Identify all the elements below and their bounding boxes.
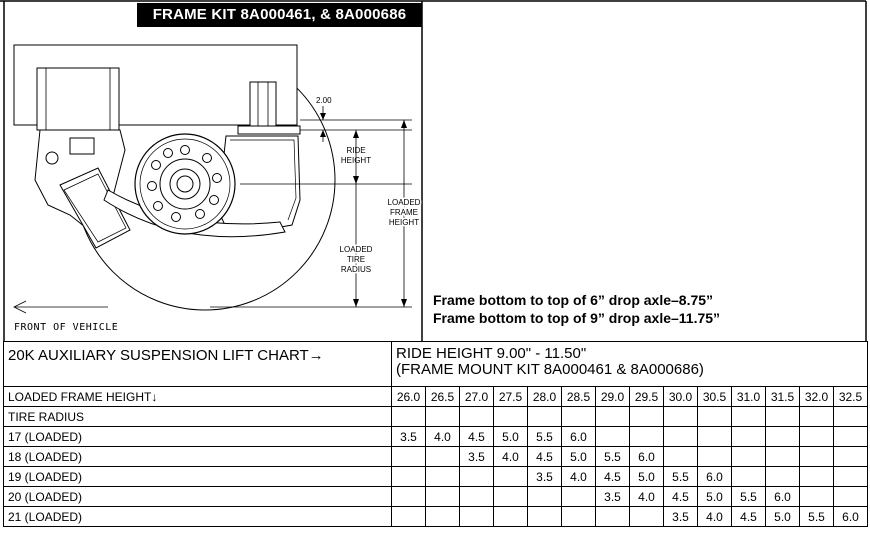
table-cell: 5.0: [630, 467, 664, 487]
table-cell: 3.5: [596, 487, 630, 507]
front-of-vehicle-label: FRONT OF VEHICLE: [14, 322, 119, 333]
table-cell: 4.0: [698, 507, 732, 527]
rear-bracket: [250, 82, 276, 130]
table-cell: 6.0: [834, 507, 868, 527]
table-cell: 4.5: [528, 447, 562, 467]
table-cell: [426, 487, 460, 507]
table-cell: 5.5: [732, 487, 766, 507]
table-cell: [562, 507, 596, 527]
table-cell: [800, 447, 834, 467]
drop-axle-notes: [433, 291, 720, 327]
table-cell: 5.0: [494, 427, 528, 447]
table-cell: [834, 447, 868, 467]
chart-title-cell: 20K AUXILIARY SUSPENSION LIFT CHART→: [4, 342, 392, 387]
table-cell: [800, 487, 834, 507]
table-cell: [460, 507, 494, 527]
table-cell: [460, 467, 494, 487]
table-cell: 3.5: [460, 447, 494, 467]
table-cell: 5.5: [664, 467, 698, 487]
col-header: 31.0: [732, 387, 766, 407]
table-cell: 5.0: [698, 487, 732, 507]
table-cell: [494, 467, 528, 487]
row-label: 21 (LOADED): [4, 507, 392, 527]
table-cell: 4.5: [664, 487, 698, 507]
tire-radius-label: TIRE RADIUS: [4, 407, 392, 427]
row-label: 18 (LOADED): [4, 447, 392, 467]
col-header: 27.0: [460, 387, 494, 407]
table-cell: [528, 507, 562, 527]
table-cell: 5.5: [528, 427, 562, 447]
table-cell: 5.0: [562, 447, 596, 467]
table-cell: [392, 507, 426, 527]
frame-height-label-2: FRAME: [390, 208, 418, 217]
chart-header-row: [4, 342, 868, 387]
ride-height-label-2: HEIGHT: [340, 156, 372, 165]
table-cell: [630, 507, 664, 527]
table-cell: [392, 487, 426, 507]
table-cell: 4.5: [596, 467, 630, 487]
table-cell: [698, 447, 732, 467]
table-cell: [494, 487, 528, 507]
frame-kit-title: FRAME KIT 8A000461, & 8A000686: [137, 3, 422, 27]
table-row: [4, 447, 868, 467]
table-cell: 4.5: [732, 507, 766, 527]
table-cell: [766, 447, 800, 467]
table-cell: [630, 427, 664, 447]
table-cell: 4.0: [562, 467, 596, 487]
table-cell: [664, 427, 698, 447]
col-header: 27.5: [494, 387, 528, 407]
col-header: 28.0: [528, 387, 562, 407]
table-cell: [664, 447, 698, 467]
table-cell: 4.0: [630, 487, 664, 507]
frame-mount-kit: (FRAME MOUNT KIT 8A000461 & 8A000686): [396, 361, 704, 378]
frame-height-row: [4, 387, 868, 407]
table-cell: [596, 507, 630, 527]
table-cell: [732, 427, 766, 447]
table-cell: 6.0: [630, 447, 664, 467]
table-cell: 5.5: [596, 447, 630, 467]
lift-chart-table: [3, 341, 868, 527]
row-label: 20 (LOADED): [4, 487, 392, 507]
table-row: [4, 507, 868, 527]
dim-2-00: 2.00: [316, 96, 332, 105]
table-cell: 6.0: [698, 467, 732, 487]
table-cell: [834, 427, 868, 447]
table-cell: [528, 487, 562, 507]
col-header: 30.0: [664, 387, 698, 407]
table-cell: 4.0: [494, 447, 528, 467]
table-cell: 6.0: [766, 487, 800, 507]
tire-radius-label-2: TIRE: [346, 255, 366, 264]
tire-radius-label-1: LOADED: [339, 245, 373, 254]
table-cell: [392, 467, 426, 487]
table-cell: [392, 447, 426, 467]
table-cell: [732, 467, 766, 487]
col-header: 26.0: [392, 387, 426, 407]
ride-height-cell: [392, 342, 868, 387]
table-row: [4, 467, 868, 487]
table-cell: 3.5: [528, 467, 562, 487]
tire-radius-row: [4, 407, 868, 427]
frame-height-label: LOADED FRAME HEIGHT↓: [4, 387, 392, 407]
col-header: 32.5: [834, 387, 868, 407]
table-cell: [596, 427, 630, 447]
table-cell: [766, 467, 800, 487]
tire-radius-label-3: RADIUS: [340, 265, 372, 274]
row-label: 19 (LOADED): [4, 467, 392, 487]
col-header: 32.0: [800, 387, 834, 407]
frame-height-label-3: HEIGHT: [388, 218, 420, 227]
table-cell: [732, 447, 766, 467]
table-cell: 6.0: [562, 427, 596, 447]
table-cell: [766, 427, 800, 447]
table-row: [4, 487, 868, 507]
table-cell: [800, 427, 834, 447]
table-cell: 4.5: [460, 427, 494, 447]
table-cell: [834, 467, 868, 487]
table-cell: [834, 487, 868, 507]
table-cell: 5.5: [800, 507, 834, 527]
table-cell: [426, 467, 460, 487]
table-cell: [426, 447, 460, 467]
table-cell: 5.0: [766, 507, 800, 527]
table-cell: [562, 487, 596, 507]
table-cell: 3.5: [392, 427, 426, 447]
col-header: 29.0: [596, 387, 630, 407]
col-header: 26.5: [426, 387, 460, 407]
table-cell: [426, 507, 460, 527]
note-9-inch-drop: Frame bottom to top of 9” drop axle–11.75”: [433, 310, 721, 326]
col-header: 29.5: [630, 387, 664, 407]
frame-height-label-1: LOADED: [387, 198, 421, 207]
col-header: 31.5: [766, 387, 800, 407]
col-header: 28.5: [562, 387, 596, 407]
note-6-inch-drop: Frame bottom to top of 6” drop axle–8.75”: [433, 292, 714, 308]
row-label: 17 (LOADED): [4, 427, 392, 447]
col-header: 30.5: [698, 387, 732, 407]
table-cell: [800, 467, 834, 487]
ride-height-label-1: RIDE: [346, 146, 366, 155]
ride-height-range: RIDE HEIGHT 9.00" - 11.50": [396, 345, 587, 362]
table-cell: [494, 507, 528, 527]
table-cell: 3.5: [664, 507, 698, 527]
front-bracket: [37, 68, 119, 130]
table-cell: [698, 427, 732, 447]
table-cell: [460, 487, 494, 507]
table-row: [4, 427, 868, 447]
table-cell: 4.0: [426, 427, 460, 447]
